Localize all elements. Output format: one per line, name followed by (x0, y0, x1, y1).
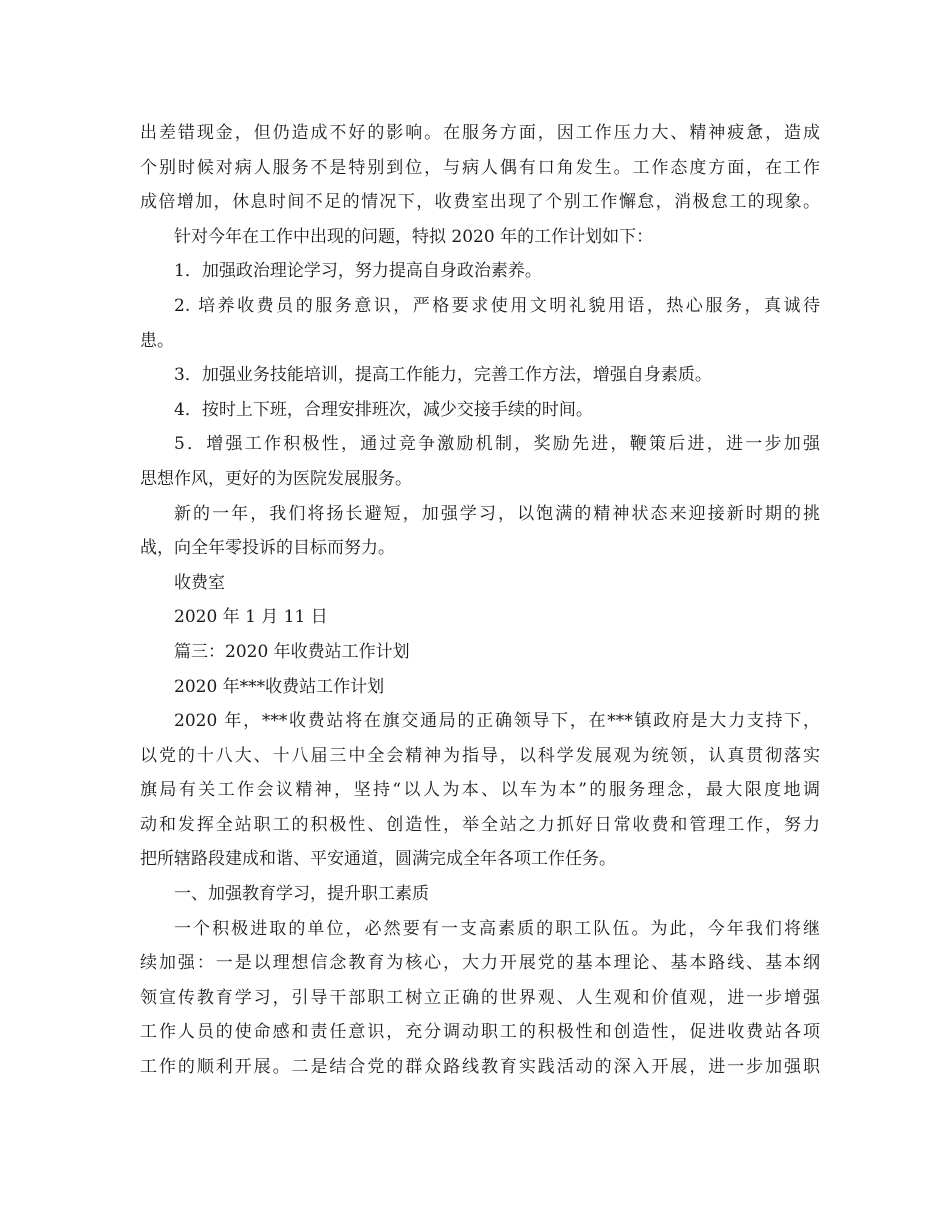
list-item: 5．增强工作积极性，通过竞争激励机制，奖励先进，鞭策后进，进一步加强 (174, 434, 820, 455)
text-line: 战，向全年零投诉的目标而努力。 (140, 538, 395, 559)
text-line: 患。 (140, 330, 174, 351)
document-title: 2020 年***收费站工作计划 (174, 676, 385, 697)
list-item: 3．加强业务技能培训，提高工作能力，完善工作方法，增强自身素质。 (174, 365, 712, 386)
section-heading: 一、加强教育学习，提升职工素质 (174, 884, 429, 905)
text-line: 一个积极进取的单位，必然要有一支高素质的职工队伍。为此，今年我们将继 (174, 918, 820, 939)
text-line: 动和发挥全站职工的积极性、创造性，举全站之力抓好日常收费和管理工作，努力 (140, 814, 820, 835)
signature-date: 2020 年 1 月 11 日 (174, 607, 328, 628)
list-item: 2. 培养收费员的服务意识，严格要求使用文明礼貌用语，热心服务，真诚待 (174, 295, 820, 316)
text-line: 出差错现金，但仍造成不好的影响。在服务方面，因工作压力大、精神疲惫，造成 (140, 123, 820, 143)
text-line: 个别时候对病人服务不是特别到位，与病人偶有口角发生。工作态度方面，在工作 (140, 157, 820, 178)
text-line: 2020 年，***收费站将在旗交通局的正确领导下，在***镇政府是大力支持下， (174, 711, 820, 732)
text-line: 续加强：一是以理想信念教育为核心，大力开展党的基本理论、基本路线、基本纲 (140, 953, 820, 974)
text-line: 领宣传教育学习，引导干部职工树立正确的世界观、人生观和价值观，进一步增强 (140, 987, 820, 1008)
text-line: 针对今年在工作中出现的问题，特拟 2020 年的工作计划如下： (174, 226, 654, 247)
text-line: 旗局有关工作会议精神，坚持“以人为本、以车为本”的服务理念，最大限度地调 (140, 780, 820, 801)
list-item: 4．按时上下班，合理安排班次，减少交接手续的时间。 (174, 399, 593, 420)
text-line: 工作人员的使命感和责任意识，充分调动职工的积极性和创造性，促进收费站各项 (140, 1022, 820, 1043)
text-line: 成倍增加，休息时间不足的情况下，收费室出现了个别工作懈怠，消极怠工的现象。 (140, 192, 820, 213)
text-line: 工作的顺利开展。二是结合党的群众路线教育实践活动的深入开展，进一步加强职 (140, 1057, 820, 1078)
list-item: 1．加强政治理论学习，努力提高自身政治素养。 (174, 261, 542, 282)
text-line: 以党的十八大、十八届三中全会精神为指导，以科学发展观为统领，认真贯彻落实 (140, 745, 820, 766)
document-body (140, 116, 820, 1085)
text-line: 思想作风，更好的为医院发展服务。 (140, 468, 412, 489)
text-line: 把所辖路段建成和谐、平安通道，圆满完成全年各项工作任务。 (140, 849, 616, 870)
section-heading: 篇三：2020 年收费站工作计划 (174, 641, 410, 662)
text-line: 新的一年，我们将扬长避短，加强学习，以饱满的精神状态来迎接新时期的挑 (174, 503, 820, 524)
signature-department: 收费室 (174, 572, 225, 593)
